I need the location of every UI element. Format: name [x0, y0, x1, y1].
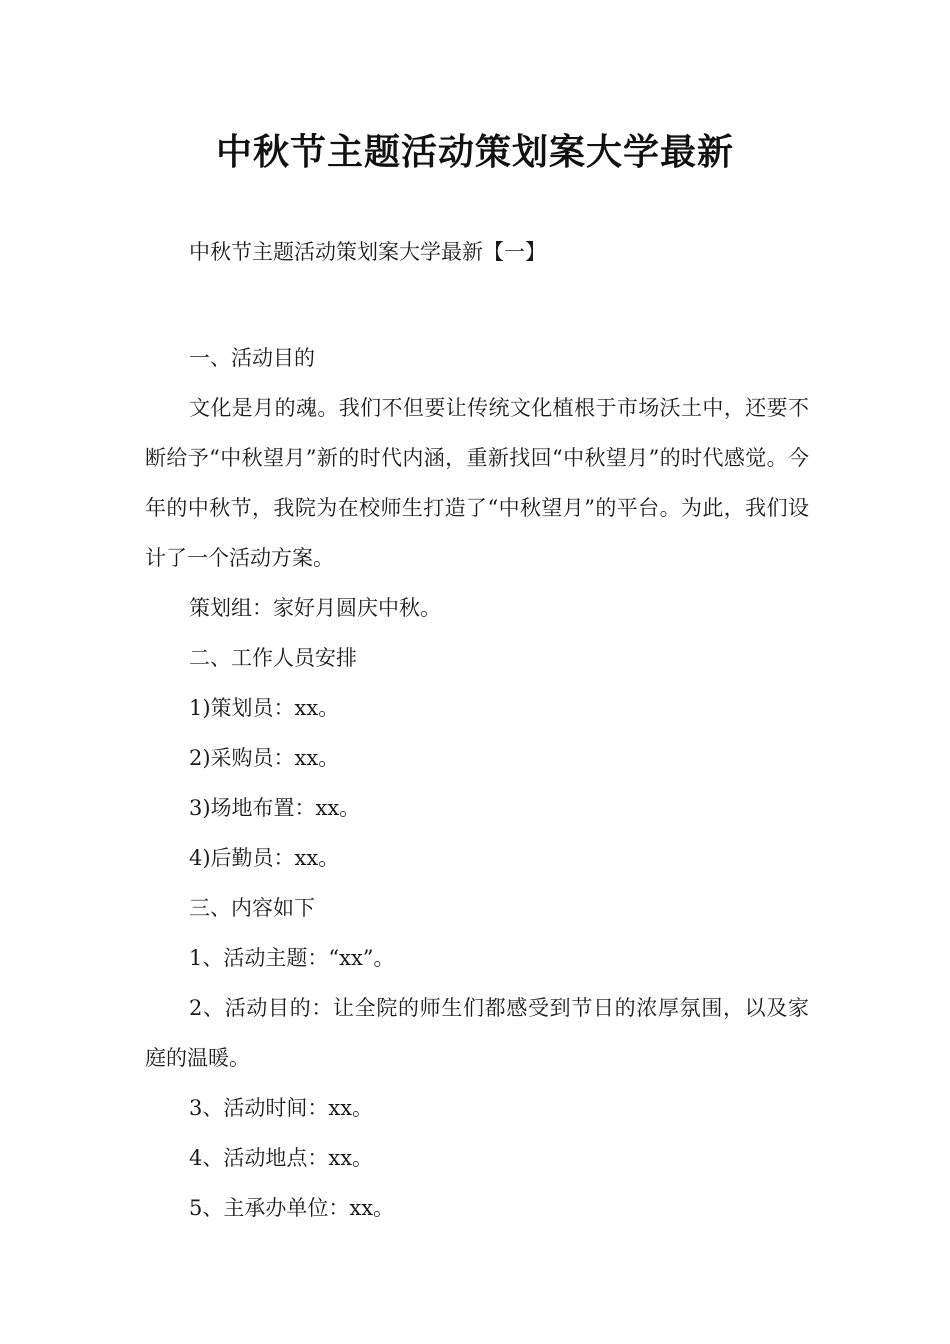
heading-activity-purpose: 一、活动目的: [189, 346, 315, 370]
list-item-location: 4、活动地点：xx。: [189, 1146, 374, 1170]
list-item-organizer: 5、主承办单位：xx。: [189, 1196, 395, 1220]
section-heading: [145, 236, 809, 268]
list-item-venue-setup: 3)场地布置：xx。: [189, 796, 361, 820]
paragraph-intro: 文化是月的魂。我们不但要让传统文化植根于市场沃土中，还要不断给予“中秋望月”新的时代内涵，重新找回“中秋望月”的时代感觉。今年的中秋节，我院为在校师生打造了“中秋望月”的平台。为此，我们设计了一个活动方案。: [145, 396, 809, 570]
document-body: [145, 333, 809, 1233]
list-item-time: 3、活动时间：xx。: [189, 1096, 374, 1120]
heading-content: 三、内容如下: [189, 896, 315, 920]
list-item-logistics: 4)后勤员：xx。: [189, 846, 340, 870]
list-item-purpose: 2、活动目的：让全院的师生们都感受到节日的浓厚氛围，以及家庭的温暖。: [145, 996, 809, 1070]
list-item-planner: 1)策划员：xx。: [189, 696, 340, 720]
list-item-theme: 1、活动主题：“xx”。: [189, 946, 395, 970]
list-item-purchaser: 2)采购员：xx。: [189, 746, 340, 770]
document-title: 中秋节主题活动策划案大学最新: [215, 132, 734, 173]
paragraph-planning-group: 策划组：家好月圆庆中秋。: [189, 596, 441, 620]
heading-staff-arrangement: 二、工作人员安排: [189, 646, 357, 670]
section-heading-text: 中秋节主题活动策划案大学最新【一】: [189, 240, 546, 264]
